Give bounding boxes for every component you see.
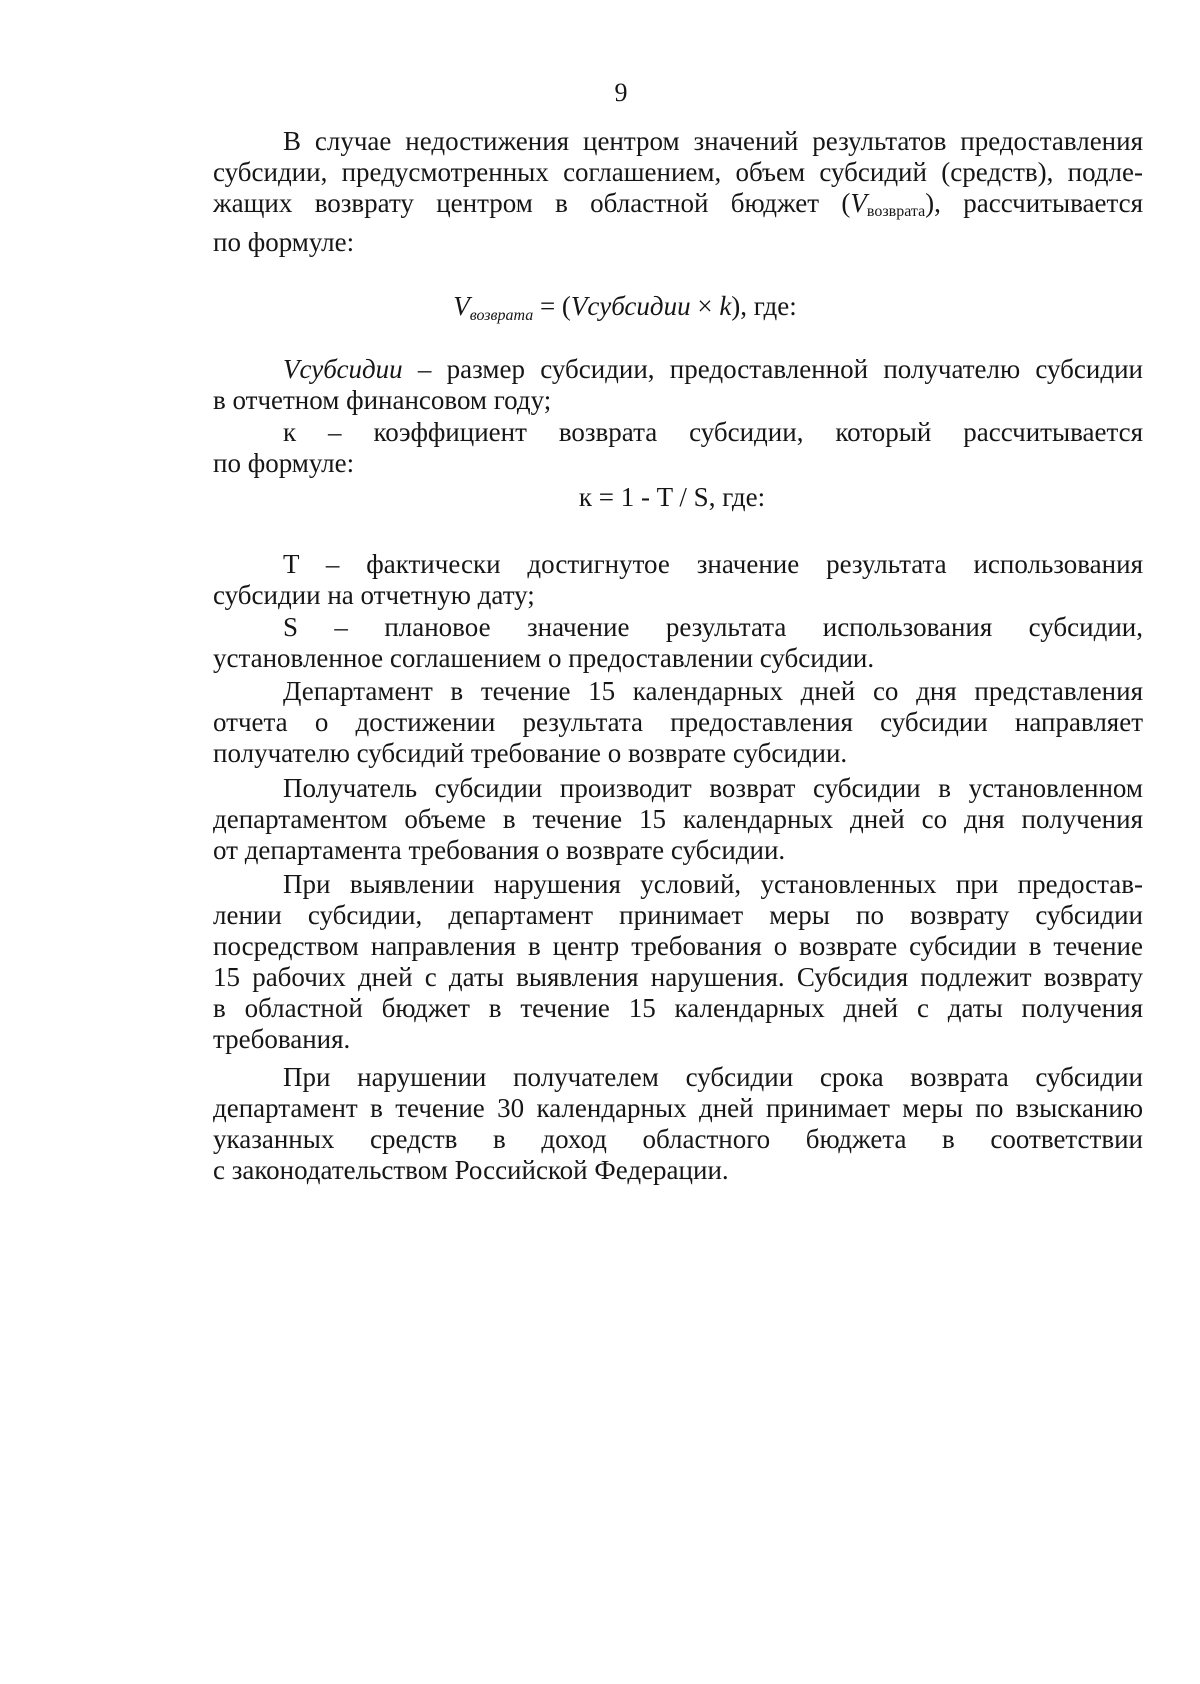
paragraph-line: в областной бюджет в течение 15 календарных дней с даты получения <box>213 993 1143 1023</box>
intro-text: ), рассчитывается <box>925 188 1144 218</box>
page-number: 9 <box>614 78 628 107</box>
definition-k <box>213 417 1143 479</box>
formula-eq: = ( <box>533 291 571 321</box>
definition-t <box>213 549 1143 611</box>
definition-line: субсидии на отчетную дату; <box>213 580 535 610</box>
paragraph-line: 15 рабочих дней с даты выявления нарушения. Субсидия подлежит возврату <box>213 962 1143 992</box>
intro-line: В случае недостижения центром значений результатов предоставления <box>283 126 1143 156</box>
v-variable: V <box>850 188 867 218</box>
v-subscript: возврата <box>866 203 926 220</box>
definition-line: в отчетном финансовом году; <box>213 385 552 415</box>
paragraph-line: получателю субсидий требование о возврате субсидии. <box>213 738 848 768</box>
definition-line: T – фактически достигнутое значение результата использования <box>283 549 1143 579</box>
definition-vsubsidii <box>213 354 1143 416</box>
definition-line: к – коэффициент возврата субсидии, который рассчитывается <box>283 417 1143 447</box>
formula-rhs-var: Vсубсидии <box>570 291 691 321</box>
deadline-paragraph <box>213 1062 1143 1186</box>
intro-line: субсидии, предусмотренных соглашением, объем субсидий (средств), подле- <box>213 157 1143 187</box>
definition-line <box>213 354 1143 385</box>
paragraph-line: с законодательством Российской Федерации. <box>213 1155 729 1185</box>
recipient-paragraph <box>213 773 1143 866</box>
formula-lhs-var: V <box>453 291 470 321</box>
paragraph-line: При выявлении нарушения условий, установленных при предостав- <box>283 869 1143 899</box>
intro-line: по формуле: <box>213 227 355 257</box>
definition-line: установленное соглашением о предоставлении субсидии. <box>213 643 875 673</box>
definition-line: по формуле: <box>213 448 355 478</box>
paragraph-line: указанных средств в доход областного бюджета в соответствии <box>213 1124 1143 1154</box>
definition-text: – размер субсидии, предоставленной получателю субсидии <box>402 354 1143 384</box>
paragraph-line: лении субсидии, департамент принимает меры по возврату субсидии <box>213 900 1143 930</box>
definition-s <box>213 612 1143 674</box>
paragraph-line: При нарушении получателем субсидии срока возврата субсидии <box>283 1062 1143 1092</box>
paragraph-line: департамент в течение 30 календарных дней принимает меры по взысканию <box>213 1093 1143 1123</box>
paragraph-line: департаментом объеме в течение 15 календарных дней со дня получения <box>213 804 1143 834</box>
paragraph-line: отчета о достижении результата предоставления субсидии направляет <box>213 707 1143 737</box>
formula-tail: ), где: <box>731 291 797 321</box>
formula-coefficient: к = 1 - T / S, где: <box>578 482 766 512</box>
formula-times: × <box>690 291 720 321</box>
formula-k: k <box>719 291 732 321</box>
paragraph-line: Получатель субсидии производит возврат субсидии в установленном <box>283 773 1143 803</box>
department-paragraph <box>213 676 1143 769</box>
intro-paragraph <box>213 126 1143 258</box>
paragraph-line: от департамента требования о возврате субсидии. <box>213 835 786 865</box>
term-vsubsidii: Vсубсидии <box>283 354 403 384</box>
formula-return-volume <box>25 291 1200 331</box>
definition-line: S – плановое значение результата использования субсидии, <box>283 612 1143 642</box>
intro-line <box>213 188 1143 227</box>
formula-lhs-sub: возврата <box>469 307 534 324</box>
intro-text: жащих возврату центром в областной бюджет ( <box>213 188 851 218</box>
paragraph-line: посредством направления в центр требования о возврате субсидии в течение <box>213 931 1143 961</box>
paragraph-line: Департамент в течение 15 календарных дней со дня представления <box>283 676 1143 706</box>
paragraph-line: требования. <box>213 1024 351 1054</box>
violation-paragraph <box>213 869 1143 1055</box>
